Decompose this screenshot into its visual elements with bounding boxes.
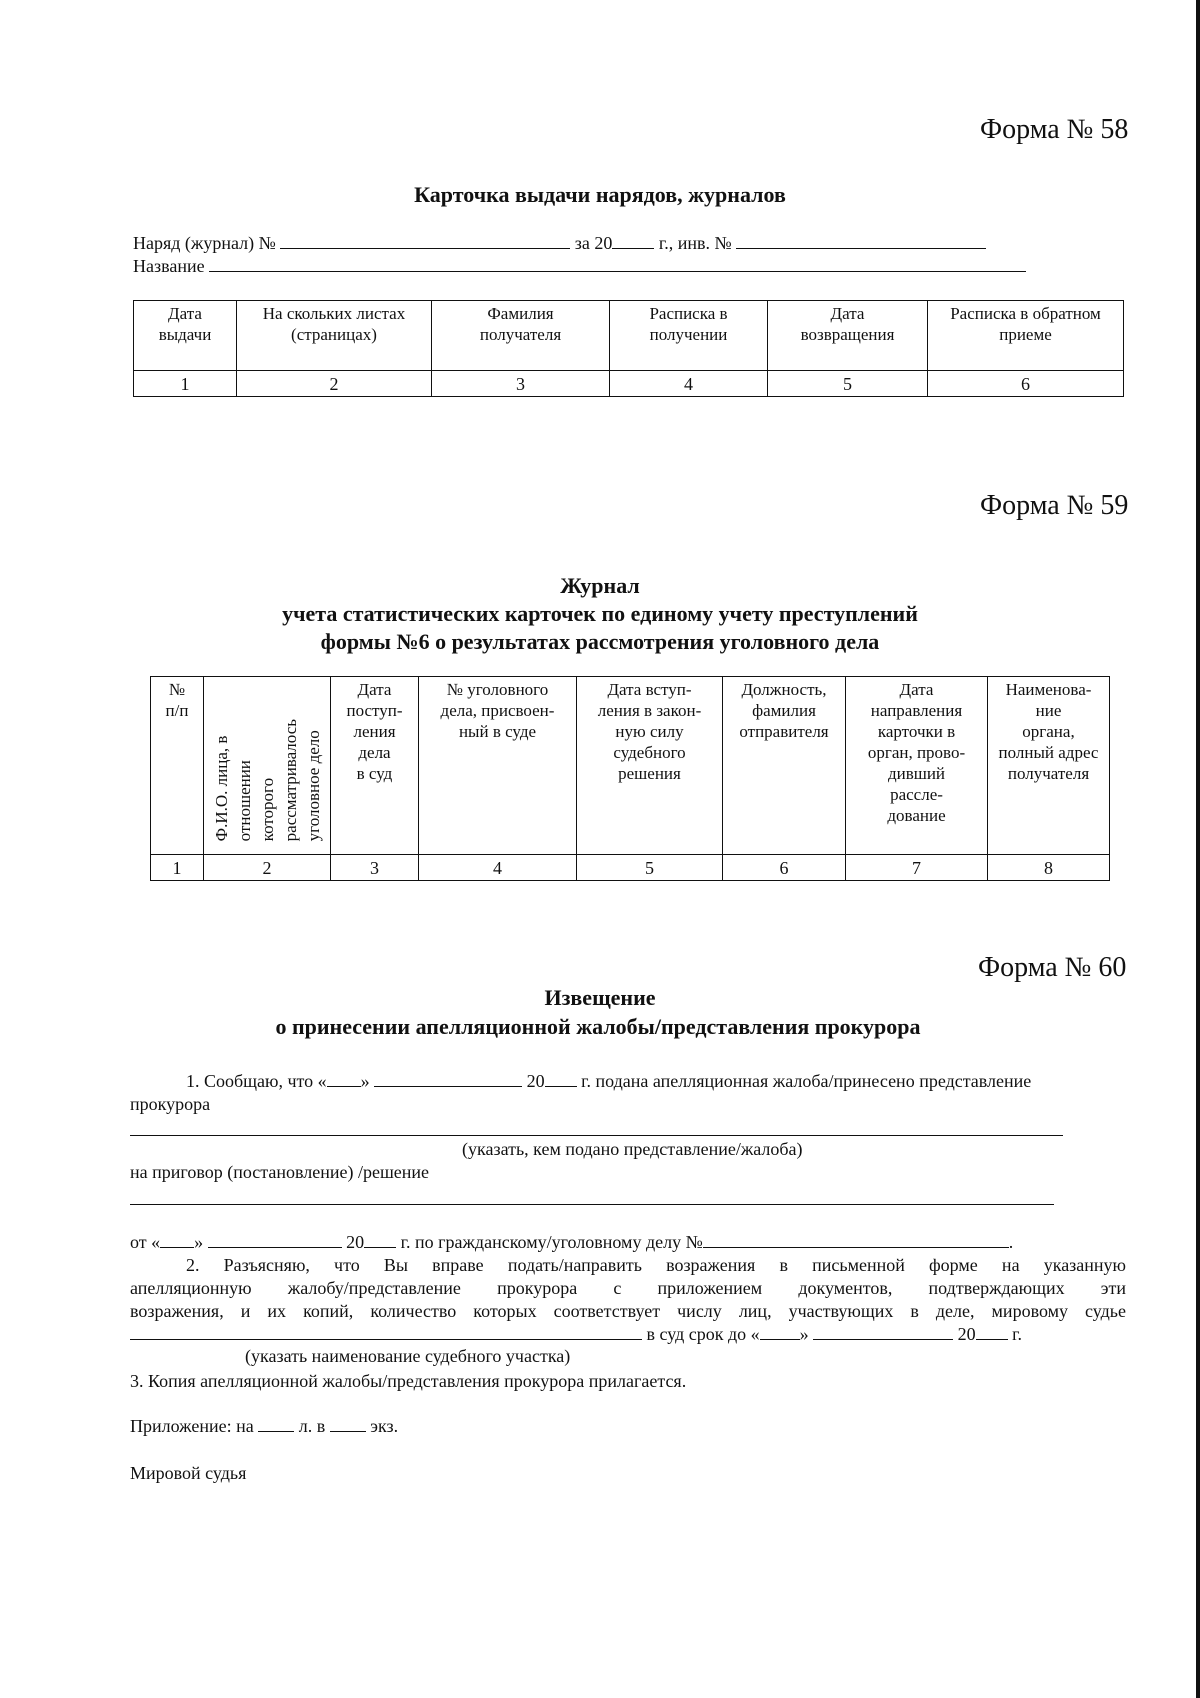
submitter-caption: (указать, кем подано представление/жалоба) [462,1139,803,1159]
form-58-name-line: Название [133,255,1026,277]
table-number-row [151,855,1110,881]
column-number: 1 [151,855,204,881]
month-blank[interactable] [374,1070,522,1087]
paragraph-2-last-line: в суд срок до « » 20 г. [130,1323,1022,1345]
journal-number-blank[interactable] [280,232,570,249]
paragraph-3: 3. Копия апелляционной жалобы/представления прокурора прилагается. [130,1371,687,1391]
header-sender: Должность, фамилия отправителя [723,677,846,855]
sheets-blank[interactable] [258,1415,294,1432]
column-number: 6 [928,371,1124,397]
header-receipt: Расписка в получении [610,301,768,371]
form-58-journal-line: Наряд (журнал) № за 20 г., инв. № [133,232,986,254]
column-number: 3 [432,371,610,397]
from-date-line: от « » 20 г. по гражданскому/уголовному делу № . [130,1232,1014,1252]
form-59-title-line-3: формы №6 о результатах рассмотрения уголовного дела [320,629,880,654]
column-number: 8 [988,855,1110,881]
column-number: 7 [846,855,988,881]
on-verdict-line: на приговор (постановление) /решение [130,1162,430,1182]
year-blank[interactable] [545,1070,577,1087]
page-edge [1196,0,1200,1698]
paragraph-2-line-1: 2. Разъясняю, что Вы вправе подать/направить возражения в письменной форме на указанную [186,1255,1126,1275]
form-59-title-line-2: учета статистических карточек по единому учету преступлений [282,601,918,626]
journal-name-blank[interactable] [209,255,1026,272]
column-number: 5 [577,855,723,881]
column-number: 4 [610,371,768,397]
court-section-caption: (указать наименование судебного участка) [245,1346,571,1366]
header-row-number: № п/п [151,677,204,855]
column-number: 1 [134,371,237,397]
header-sent-date: Дата направления карточки в орган, прово- дивший рассле- дование [846,677,988,855]
header-recipient-address: Наименова- ние органа, полный адрес получателя [988,677,1110,855]
header-return-date: Дата возвращения [768,301,928,371]
form-59-table [150,676,1110,881]
inventory-number-blank[interactable] [736,232,986,249]
header-sheets: На скольких листах (страницах) [237,301,432,371]
submitter-blank[interactable] [130,1135,1063,1136]
form-58-table [133,300,1124,397]
paragraph-1-line: 1. Сообщаю, что « » 20 г. подана апелляционная жалоба/принесено представление [186,1071,1032,1091]
header-recipient: Фамилия получателя [432,301,610,371]
day-blank[interactable] [160,1231,194,1248]
form-60-title-line-2: о принесении апелляционной жалобы/представления прокурора [275,1014,921,1039]
form-60-title-line-1: Извещение [544,985,656,1010]
attachment-line: Приложение: на л. в экз. [130,1416,399,1436]
form-59-title-line-1: Журнал [560,573,640,598]
paragraph-1-continuation: прокурора [130,1094,211,1114]
column-number: 6 [723,855,846,881]
year-blank[interactable] [364,1231,396,1248]
form-60-number: Форма № 60 [978,952,1127,983]
table-header-row [134,301,1124,371]
form-58-title: Карточка выдачи нарядов, журналов [414,182,786,207]
copies-blank[interactable] [330,1415,366,1432]
header-person-name [204,677,331,855]
header-receipt-date: Дата поступ- ления дела в суд [331,677,419,855]
header-case-number: № уголовного дела, присвоен- ный в суде [419,677,577,855]
column-number: 2 [204,855,331,881]
column-number: 4 [419,855,577,881]
column-number: 5 [768,371,928,397]
verdict-blank[interactable] [130,1204,1054,1205]
header-return-receipt: Расписка в обратном приеме [928,301,1124,371]
column-number: 3 [331,855,419,881]
table-number-row [134,371,1124,397]
column-number: 2 [237,371,432,397]
table-header-row [151,677,1110,855]
header-person-name-text: Ф.И.О. лица, в отношении которого рассматривалось уголовное дело [211,718,323,841]
day-blank[interactable] [760,1323,800,1340]
paragraph-2-line-3: возражения, и их копий, количество которых соответствует числу лиц, участвующих в деле, мировому судье [130,1301,1126,1321]
month-blank[interactable] [208,1231,342,1248]
court-section-blank[interactable] [130,1323,642,1340]
day-blank[interactable] [327,1070,361,1087]
header-issue-date: Дата выдачи [134,301,237,371]
month-blank[interactable] [813,1323,953,1340]
form-58-number: Форма № 58 [980,114,1129,145]
form-59-number: Форма № 59 [980,490,1129,521]
case-number-blank[interactable] [703,1231,1009,1248]
judge-label: Мировой судья [130,1463,247,1483]
year-blank[interactable] [976,1323,1008,1340]
paragraph-2-line-2: апелляционную жалобу/представление прокурора с приложением документов, подтверждающих эти [130,1278,1126,1298]
year-blank[interactable] [612,232,654,249]
header-effective-date: Дата вступ- ления в закон- ную силу судебного решения [577,677,723,855]
